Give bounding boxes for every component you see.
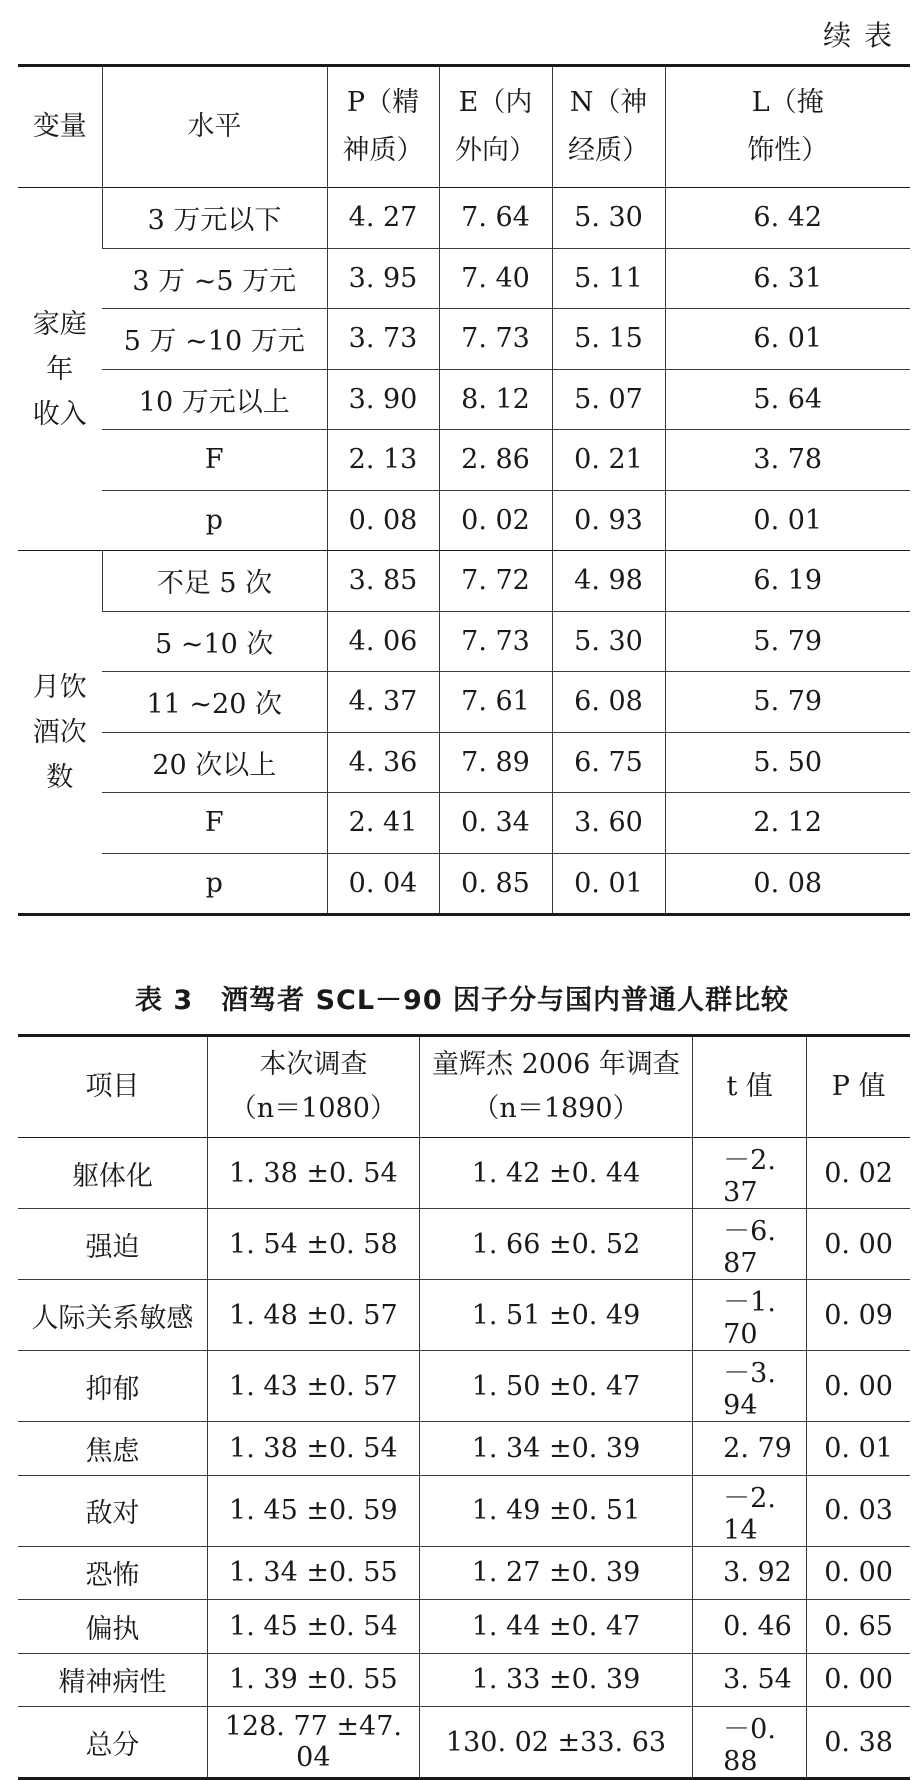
- cell-tong: 1. 27 ±0. 39: [419, 1546, 692, 1600]
- cell-current: 1. 38 ±0. 54: [207, 1422, 419, 1476]
- cell-current: 128. 77 ±47. 04: [207, 1707, 419, 1779]
- table-row: [18, 490, 910, 551]
- cell-item: 强迫: [18, 1209, 207, 1280]
- cell-current: 1. 54 ±0. 58: [207, 1209, 419, 1280]
- cell-tong: 1. 50 ±0. 47: [419, 1351, 692, 1422]
- header-tong-survey: 童辉杰 2006 年调查 （n＝1890）: [419, 1036, 692, 1138]
- cell-t: －0. 88: [693, 1707, 807, 1779]
- table-row: [18, 1280, 910, 1351]
- cell-current: 1. 45 ±0. 54: [207, 1600, 419, 1654]
- header-t-value: t 值: [693, 1036, 807, 1138]
- table-row: [18, 430, 910, 491]
- table3-title: 表 3 酒驾者 SCL－90 因子分与国内普通人群比较: [134, 985, 790, 1016]
- cell-tong: 1. 42 ±0. 44: [419, 1138, 692, 1209]
- table-row: [18, 793, 910, 854]
- cell-p: 4. 06: [327, 611, 439, 672]
- cell-l: 6. 01: [665, 309, 910, 370]
- cell-p: 2. 13: [327, 430, 439, 491]
- cell-t: 3. 54: [693, 1653, 807, 1707]
- cell-p: 0. 00: [807, 1653, 910, 1707]
- table-row: [18, 1600, 910, 1654]
- header-l: L（掩 饰性）: [665, 66, 910, 188]
- cell-tong: 1. 34 ±0. 39: [419, 1422, 692, 1476]
- cell-n: 5. 11: [552, 248, 665, 309]
- cell-tong: 1. 49 ±0. 51: [419, 1475, 692, 1546]
- cell-n: 4. 98: [552, 551, 665, 612]
- table2-header-row: [18, 1036, 910, 1138]
- table-row: [18, 1138, 910, 1209]
- cell-e: 7. 72: [439, 551, 552, 612]
- cell-p: 0. 02: [807, 1138, 910, 1209]
- cell-level: 3 万元以下: [102, 188, 327, 249]
- cell-current: 1. 45 ±0. 59: [207, 1475, 419, 1546]
- cell-item: 抑郁: [18, 1351, 207, 1422]
- cell-tong: 130. 02 ±33. 63: [419, 1707, 692, 1779]
- header-n: N（神 经质）: [552, 66, 665, 188]
- cell-e: 7. 61: [439, 672, 552, 733]
- cell-p: 0. 00: [807, 1546, 910, 1600]
- table-row: [18, 1351, 910, 1422]
- cell-current: 1. 34 ±0. 55: [207, 1546, 419, 1600]
- cell-n: 6. 08: [552, 672, 665, 733]
- header-p: P（精 神质）: [327, 66, 439, 188]
- cell-tong: 1. 33 ±0. 39: [419, 1653, 692, 1707]
- cell-l: 3. 78: [665, 430, 910, 491]
- group-label: 家庭 年 收入: [18, 188, 102, 551]
- cell-l: 2. 12: [665, 793, 910, 854]
- cell-l: 5. 50: [665, 732, 910, 793]
- cell-current: 1. 39 ±0. 55: [207, 1653, 419, 1707]
- cell-t: －2. 37: [693, 1138, 807, 1209]
- cell-t: －2. 14: [693, 1475, 807, 1546]
- table-row: [18, 732, 910, 793]
- cell-level: 5 万 ~10 万元: [102, 309, 327, 370]
- cell-t: 0. 46: [693, 1600, 807, 1654]
- cell-level: p: [102, 853, 327, 915]
- cell-n: 5. 30: [552, 611, 665, 672]
- cell-e: 7. 64: [439, 188, 552, 249]
- cell-n: 3. 60: [552, 793, 665, 854]
- cell-item: 精神病性: [18, 1653, 207, 1707]
- cell-p: 0. 38: [807, 1707, 910, 1779]
- cell-p: 4. 36: [327, 732, 439, 793]
- cell-p: 0. 08: [327, 490, 439, 551]
- table1-header-row: [18, 66, 910, 188]
- header-p-value: P 值: [807, 1036, 910, 1138]
- cell-p: 0. 00: [807, 1209, 910, 1280]
- table-row: [18, 551, 910, 612]
- cell-e: 0. 02: [439, 490, 552, 551]
- cell-l: 0. 01: [665, 490, 910, 551]
- cell-p: 0. 04: [327, 853, 439, 915]
- cell-level: F: [102, 430, 327, 491]
- table-row: [18, 1707, 910, 1779]
- cell-item: 躯体化: [18, 1138, 207, 1209]
- cell-e: 0. 34: [439, 793, 552, 854]
- cell-p: 0. 03: [807, 1475, 910, 1546]
- cell-level: 5 ~10 次: [102, 611, 327, 672]
- cell-p: 3. 95: [327, 248, 439, 309]
- cell-l: 0. 08: [665, 853, 910, 915]
- cell-e: 0. 85: [439, 853, 552, 915]
- header-current-survey: 本次调查 （n＝1080）: [207, 1036, 419, 1138]
- cell-item: 恐怖: [18, 1546, 207, 1600]
- cell-e: 2. 86: [439, 430, 552, 491]
- cell-n: 0. 93: [552, 490, 665, 551]
- cell-p: 0. 01: [807, 1422, 910, 1476]
- cell-l: 6. 31: [665, 248, 910, 309]
- cell-l: 6. 19: [665, 551, 910, 612]
- cell-current: 1. 48 ±0. 57: [207, 1280, 419, 1351]
- cell-t: 3. 92: [693, 1546, 807, 1600]
- cell-t: 2. 79: [693, 1422, 807, 1476]
- cell-t: －3. 94: [693, 1351, 807, 1422]
- cell-n: 0. 01: [552, 853, 665, 915]
- cell-e: 7. 73: [439, 611, 552, 672]
- cell-l: 5. 79: [665, 611, 910, 672]
- cell-level: 20 次以上: [102, 732, 327, 793]
- cell-e: 7. 40: [439, 248, 552, 309]
- cell-e: 8. 12: [439, 369, 552, 430]
- cell-n: 0. 21: [552, 430, 665, 491]
- cell-p: 3. 73: [327, 309, 439, 370]
- header-variable: 变量: [18, 66, 102, 188]
- cell-p: 0. 00: [807, 1351, 910, 1422]
- cell-tong: 1. 44 ±0. 47: [419, 1600, 692, 1654]
- table-row: [18, 672, 910, 733]
- cell-p: 0. 09: [807, 1280, 910, 1351]
- cell-n: 5. 07: [552, 369, 665, 430]
- cell-p: 2. 41: [327, 793, 439, 854]
- cell-l: 5. 64: [665, 369, 910, 430]
- table-row: [18, 248, 910, 309]
- cell-item: 人际关系敏感: [18, 1280, 207, 1351]
- table-row: [18, 369, 910, 430]
- cell-current: 1. 38 ±0. 54: [207, 1138, 419, 1209]
- cell-e: 7. 73: [439, 309, 552, 370]
- table-row: [18, 853, 910, 915]
- cell-l: 5. 79: [665, 672, 910, 733]
- table-row: [18, 1422, 910, 1476]
- cell-n: 5. 15: [552, 309, 665, 370]
- table-row: [18, 611, 910, 672]
- cell-item: 敌对: [18, 1475, 207, 1546]
- cell-n: 5. 30: [552, 188, 665, 249]
- cell-item: 偏执: [18, 1600, 207, 1654]
- header-e: E（内 外向）: [439, 66, 552, 188]
- cell-t: －6. 87: [693, 1209, 807, 1280]
- cell-current: 1. 43 ±0. 57: [207, 1351, 419, 1422]
- cell-item: 焦虑: [18, 1422, 207, 1476]
- cell-tong: 1. 51 ±0. 49: [419, 1280, 692, 1351]
- cell-level: 11 ~20 次: [102, 672, 327, 733]
- cell-n: 6. 75: [552, 732, 665, 793]
- header-level: 水平: [102, 66, 327, 188]
- group-label: 月饮 酒次 数: [18, 551, 102, 915]
- cell-level: F: [102, 793, 327, 854]
- cell-level: p: [102, 490, 327, 551]
- table-row: [18, 309, 910, 370]
- cell-p: 0. 65: [807, 1600, 910, 1654]
- table-row: [18, 1209, 910, 1280]
- cell-p: 4. 37: [327, 672, 439, 733]
- scl90-comparison-table: [18, 1034, 910, 1780]
- personality-table: [18, 64, 910, 916]
- cell-e: 7. 89: [439, 732, 552, 793]
- continued-table-label: 续 表: [823, 19, 894, 52]
- cell-tong: 1. 66 ±0. 52: [419, 1209, 692, 1280]
- table-row: [18, 1546, 910, 1600]
- cell-p: 4. 27: [327, 188, 439, 249]
- cell-level: 3 万 ~5 万元: [102, 248, 327, 309]
- cell-p: 3. 90: [327, 369, 439, 430]
- table-row: [18, 1475, 910, 1546]
- cell-item: 总分: [85, 1729, 140, 1761]
- cell-level: 10 万元以上: [102, 369, 327, 430]
- cell-level: 不足 5 次: [102, 551, 327, 612]
- cell-p: 3. 85: [327, 551, 439, 612]
- cell-l: 6. 42: [665, 188, 910, 249]
- table-row: [18, 188, 910, 249]
- cell-t: －1. 70: [693, 1280, 807, 1351]
- table-row: [18, 1653, 910, 1707]
- header-item: 项目: [18, 1036, 207, 1138]
